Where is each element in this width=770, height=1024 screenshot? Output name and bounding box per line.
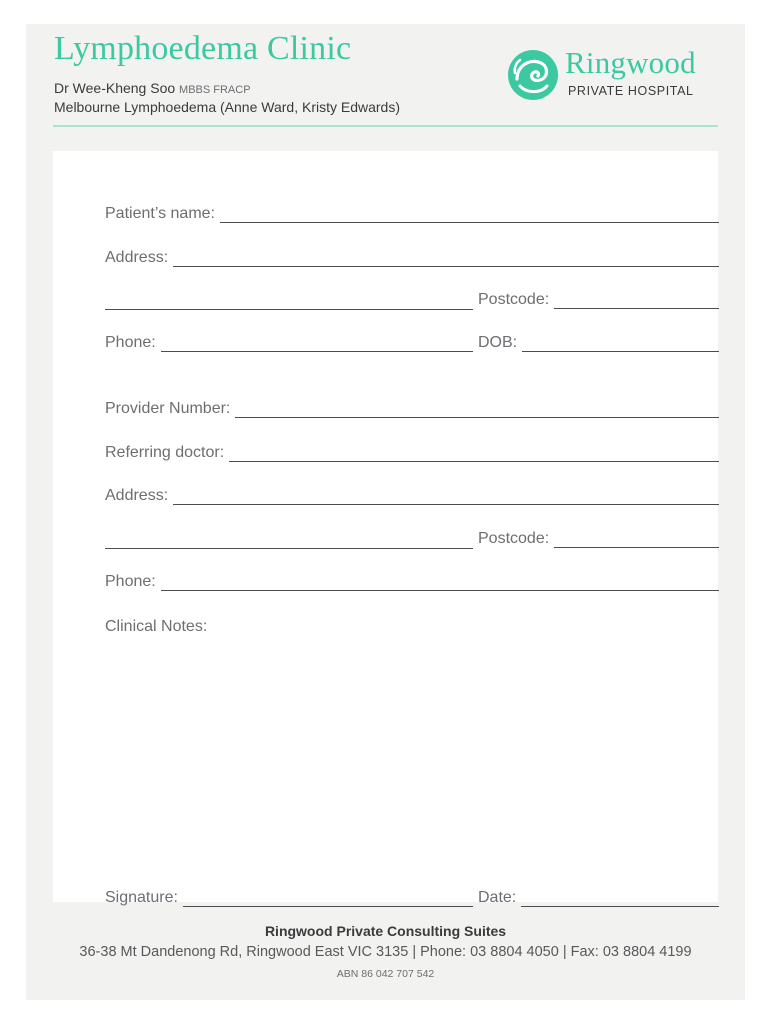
signature-label: Signature: bbox=[105, 889, 178, 906]
organisation-line: Melbourne Lymphoedema (Anne Ward, Kristy Edwards) bbox=[54, 99, 401, 115]
dob-label: DOB: bbox=[478, 334, 518, 351]
date-label: Date: bbox=[478, 889, 517, 906]
doctor-line bbox=[54, 80, 251, 96]
referring-doctor-line[interactable] bbox=[229, 460, 719, 462]
referrer-address-line[interactable] bbox=[173, 503, 719, 505]
referrer-postcode-field[interactable] bbox=[478, 528, 719, 550]
logo-subtitle: PRIVATE HOSPITAL bbox=[568, 84, 694, 98]
patient-phone-field[interactable] bbox=[105, 332, 473, 354]
footer-address: 36-38 Mt Dandenong Rd, Ringwood East VIC 3135 | Phone: 03 8804 4050 | Fax: 03 8804 4199 bbox=[79, 944, 692, 960]
patient-postcode-label: Postcode: bbox=[478, 291, 550, 308]
patient-address-label: Address: bbox=[105, 249, 169, 266]
signature-field[interactable] bbox=[105, 887, 473, 909]
patient-postcode-line[interactable] bbox=[554, 307, 719, 309]
form-card bbox=[53, 151, 718, 906]
ringwood-logo bbox=[507, 45, 723, 103]
referrer-address-field[interactable] bbox=[105, 485, 719, 507]
patient-address-line-2[interactable] bbox=[105, 309, 473, 310]
swirl-logo-icon bbox=[507, 49, 559, 101]
doctor-name: Dr Wee-Kheng Soo bbox=[54, 80, 176, 96]
footer-abn: ABN 86 042 707 542 bbox=[336, 968, 435, 980]
patient-phone-label: Phone: bbox=[105, 334, 156, 351]
patient-name-label: Patient’s name: bbox=[105, 205, 215, 222]
signature-line[interactable] bbox=[183, 905, 473, 907]
doctor-qualifications: MBBS FRACP bbox=[179, 84, 251, 96]
footer-title: Ringwood Private Consulting Suites bbox=[264, 923, 507, 939]
clinic-title: Lymphoedema Clinic bbox=[54, 30, 352, 67]
provider-number-label: Provider Number: bbox=[105, 400, 231, 417]
header-divider bbox=[53, 125, 718, 127]
patient-address-field[interactable] bbox=[105, 247, 719, 269]
referrer-phone-line[interactable] bbox=[161, 589, 719, 591]
referrer-phone-field[interactable] bbox=[105, 571, 719, 593]
patient-postcode-field[interactable] bbox=[478, 289, 719, 311]
referrer-postcode-label: Postcode: bbox=[478, 530, 550, 547]
date-field[interactable] bbox=[478, 887, 719, 909]
patient-phone-line[interactable] bbox=[161, 350, 473, 352]
referring-doctor-field[interactable] bbox=[105, 442, 719, 464]
referrer-address-line-2[interactable] bbox=[105, 548, 473, 549]
patient-address-line[interactable] bbox=[173, 265, 719, 267]
referrer-phone-label: Phone: bbox=[105, 573, 156, 590]
dob-field[interactable] bbox=[478, 332, 719, 354]
provider-number-line[interactable] bbox=[235, 416, 719, 418]
referral-form-sheet bbox=[26, 24, 745, 1000]
dob-line[interactable] bbox=[522, 350, 719, 352]
logo-name: Ringwood bbox=[565, 45, 696, 80]
patient-name-field[interactable] bbox=[105, 203, 719, 225]
clinical-notes-label: Clinical Notes: bbox=[105, 618, 208, 635]
referrer-address-label: Address: bbox=[105, 487, 169, 504]
referring-doctor-label: Referring doctor: bbox=[105, 444, 225, 461]
provider-number-field[interactable] bbox=[105, 398, 719, 420]
referrer-postcode-line[interactable] bbox=[554, 546, 719, 548]
patient-name-line[interactable] bbox=[220, 221, 719, 223]
date-line[interactable] bbox=[521, 905, 719, 907]
